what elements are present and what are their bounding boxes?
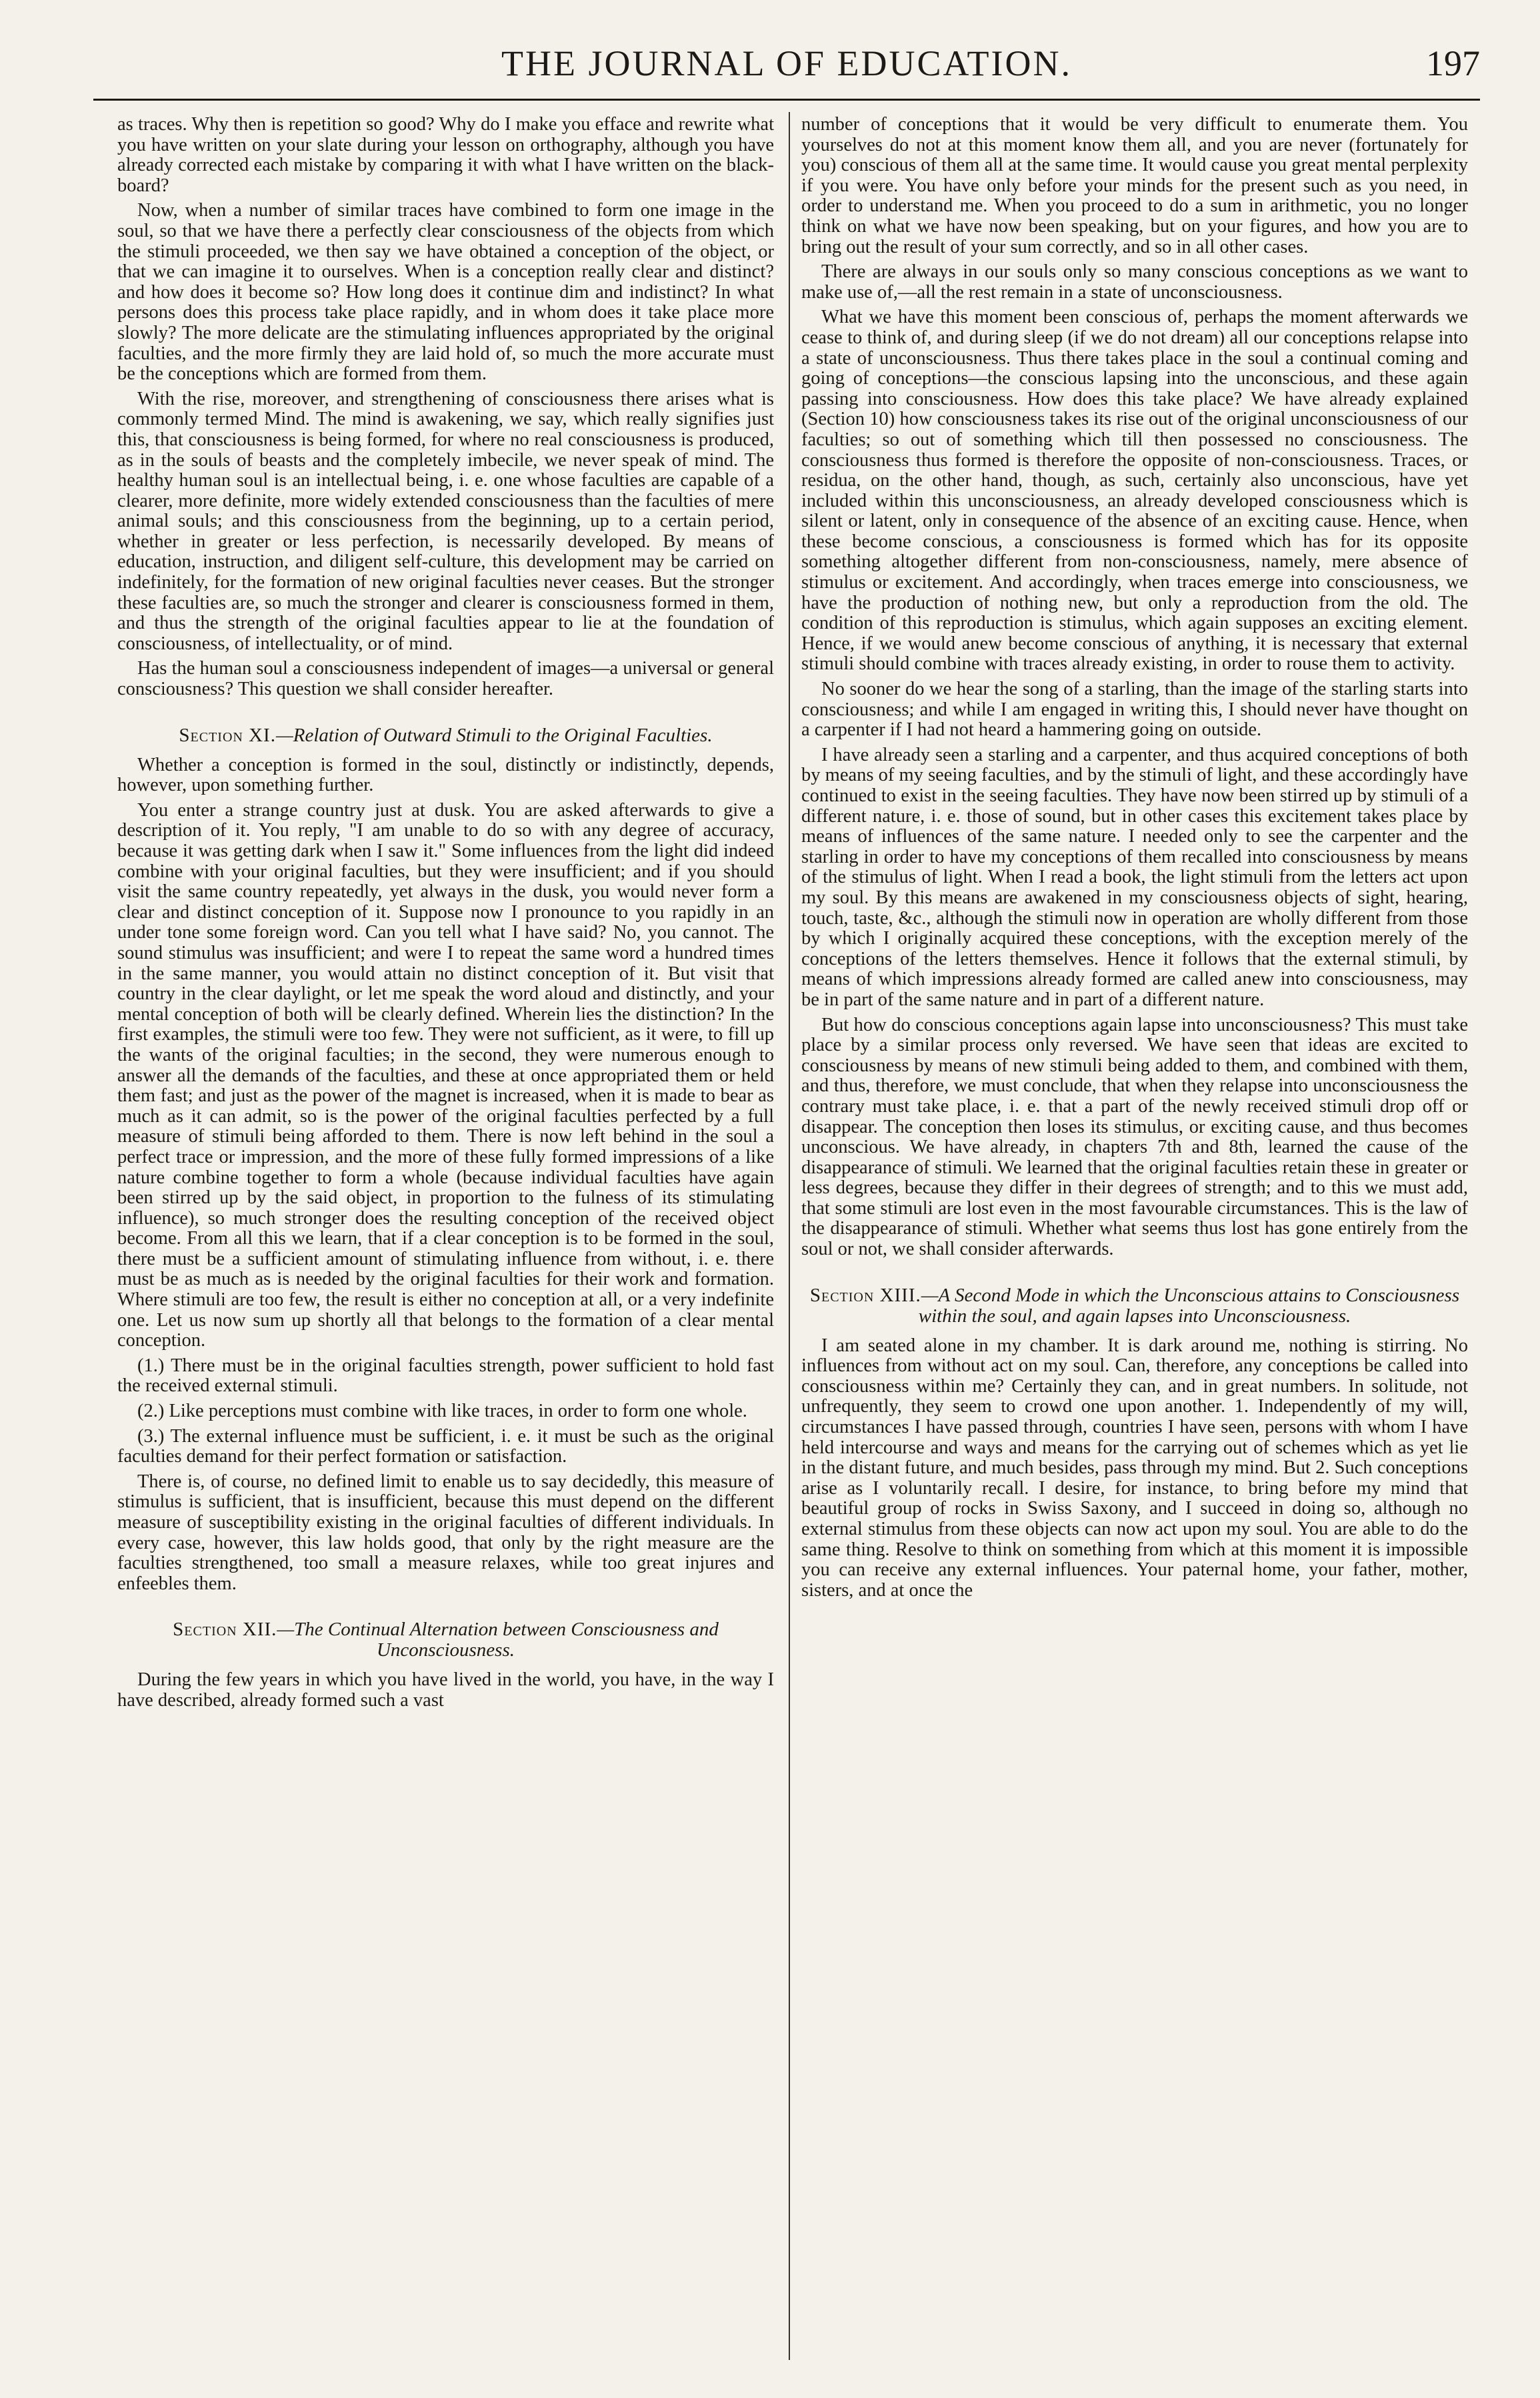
header-rule — [93, 99, 1480, 101]
paragraph: (1.) There must be in the original faculties strength, power sufficient to hold fast the received external stimuli. — [117, 1355, 774, 1397]
paragraph: I am seated alone in my chamber. It is dark around me, nothing is stirring. No influences from without act on my soul. Can, therefore, any conceptions be called into consciousness within me? Certainly they can, and in great numbers. In solitude, not unfrequently, they seem to crowd one upon another. 1. Independently of my will, circumstances I have passed through, countries I have seen, persons with whom I have held intercourse and ways and means for the carrying out of schemes which as yet lie in the distant future, and much besides, pass through my mind. But 2. Such conceptions arise as I voluntarily recall. I desire, for instance, to bring before my mind that beautiful group of rocks in Swiss Saxony, and I succeed in doing so, although no external stimulus from these objects can now act upon my soul. You are able to do the same thing. Resolve to think on something from which at this moment it is impossible you can receive any external influences. Your paternal home, your father, mother, sisters, and at once the — [801, 1335, 1468, 1601]
journal-title: THE JOURNAL OF EDUCATION. — [501, 43, 1072, 83]
section-label: Section XI. — [179, 724, 276, 746]
section-heading — [117, 1619, 774, 1661]
right-column — [801, 115, 1468, 1605]
section-heading — [117, 725, 774, 746]
paragraph: Now, when a number of similar traces have combined to form one image in the soul, so that we have there a perfectly clear consciousness of the objects from which the stimuli proceeded, we then say we have obtained a conception of the object, or that we can imagine it to ourselves. When is a conception really clear and distinct? and how does it become so? How long does it continue dim and indistinct? In what persons does this process take place rapidly, and in whom does it take place more slowly? The more delicate are the stimulating influences appropriated by the original faculties, and the more firmly they are laid hold of, so much the more accurate must be the conceptions which are formed from them. — [117, 200, 774, 385]
paragraph: No sooner do we hear the song of a starling, than the image of the starling starts into consciousness; and while I am engaged in writing this, I should never have thought on a carpenter if I had not heard a hammering going on outside. — [801, 679, 1468, 741]
paragraph: What we have this moment been conscious of, perhaps the moment afterwards we cease to think of, and during sleep (if we do not dream) all our conceptions relapse into a state of unconsciousness. Thus there takes place in the soul a continual coming and going of conceptions—the conscious lapsing into the unconscious, and these again passing into consciousness. How does this take place? We have already explained (Section 10) how consciousness takes its rise out of the original unconsciousness of our faculties; so out of something which till then possessed no consciousness. The consciousness thus formed is therefore the opposite of non-consciousness. Traces, or residua, on the other hand, though, as such, certainly also unconscious, have yet included within this unconsciousness, an already developed consciousness which is silent or latent, only in consequence of the absence of an exciting cause. Hence, when these become conscious, a consciousness is formed which has for its opposite something altogether different from non-consciousness, namely, mere absence of stimulus or excitement. And accordingly, when traces emerge into consciousness, we have the production of nothing new, but only a reproduction from the old. The condition of this reproduction is stimulus, which again supposes an exciting element. Hence, if we would anew become conscious of anything, it is necessary that external stimuli should combine with traces already existing, in order to rouse them to activity. — [801, 307, 1468, 675]
paragraph: number of conceptions that it would be very difficult to enumerate them. You yourselves do not at this moment know them all, and you are never (fortunately for you) conscious of them all at the same time. It would cause you great mental perplexity if you were. You have only before your minds for the present such as you need, in order to understand me. When you proceed to do a sum in arithmetic, you no longer think on what we have now been speaking, but on your figures, and how you are to bring out the result of your sum correctly, and so in all other cases. — [801, 114, 1468, 257]
paragraph: With the rise, moreover, and strengthening of consciousness there arises what is commonly termed Mind. The mind is awakening, we say, which really signifies just this, that consciousness is being formed, for where no real consciousness is produced, as in the souls of beasts and the completely imbecile, we never speak of mind. The healthy human soul is an intellectual being, i. e. one whose faculties are capable of a clearer, more definite, more widely extended consciousness than the faculties of mere animal souls; and this consciousness from the beginning, up to a certain period, whether in greater or less perfection, is necessarily developed. By means of education, instruction, and diligent self-culture, this development may be carried on indefinitely, for the formation of new original faculties never ceases. But the stronger these faculties are, so much the stronger and clearer is consciousness formed in them, and thus the strength of the original faculties appear to lie at the foundation of consciousness, of intellectuality, or of mind. — [117, 388, 774, 654]
paragraph: (3.) The external influence must be sufficient, i. e. it must be such as the original faculties demand for their perfect formation or satisfaction. — [117, 1425, 774, 1467]
section-title: —Relation of Outward Stimuli to the Original Faculties. — [275, 724, 713, 746]
paragraph: Has the human soul a consciousness independent of images—a universal or general consciousness? This question we shall consider hereafter. — [117, 658, 774, 700]
paragraph: (2.) Like perceptions must combine with like traces, in order to form one whole. — [137, 1401, 747, 1422]
paragraph: as traces. Why then is repetition so good? Why do I make you efface and rewrite what you have written on your slate during your lesson on orthography, although you have already corrected each mistake by comparing it with what I have written on the black-board? — [117, 114, 774, 196]
paragraph: But how do conscious conceptions again lapse into unconsciousness? This must take place by a similar process only reversed. We have seen that ideas are excited to consciousness by means of new stimuli being added to them, and combined with them, and thus, therefore, we must conclude, that when they relapse into unconsciousness the contrary must take place, i. e. that a part of the newly received stimuli drop off or disappear. The conception then loses its stimulus, or exciting cause, and thus becomes unconscious. We have already, in chapters 7th and 8th, learned the cause of the disappearance of stimuli. We learned that the original faculties retain these in greater or less degrees, because they differ in their degrees of strength; and to this we must add, that some stimuli are lost even in the most favourable circumstances. This is the law of the disappearance of stimuli. Whether what seems thus lost has gone entirely from the soul or not, we shall consider afterwards. — [801, 1014, 1468, 1260]
paragraph: There are always in our souls only so many conscious conceptions as we want to make use of,—all the rest remain in a state of unconsciousness. — [801, 261, 1468, 303]
section-title: —A Second Mode in which the Unconscious attains to Consciousness within the soul, and again lapses into Unconsciousness. — [918, 1284, 1460, 1327]
section-title: —The Continual Alternation between Consciousness and Unconsciousness. — [277, 1619, 719, 1661]
column-divider — [789, 112, 790, 2360]
section-label: Section XII. — [173, 1619, 277, 1641]
page-number: 197 — [1426, 43, 1480, 83]
paragraph: I have already seen a starling and a carpenter, and thus acquired conceptions of both by means of my seeing faculties, and by the stimuli of light, and these accordingly have continued to exist in the seeing faculties. They have now been stirred up by stimuli of a different nature, i. e. those of sound, but in other cases this excitement takes place by means of influences of the same nature. I needed only to see the carpenter and the starling in order to have my conceptions of them recalled into consciousness by means of the stimulus of light. When I read a book, the light stimuli from the letters act upon my soul. By this means are awakened in my consciousness objects of sight, hearing, touch, taste, &c., although the stimuli now in operation are wholly different from those by which I originally acquired these conceptions, with the exception merely of the conceptions of the letters themselves. Hence it follows that the external stimuli, by means of which impressions already formed are called anew into consciousness, may be in part of the same nature and in part of a different nature. — [801, 744, 1468, 1010]
paragraph: During the few years in which you have lived in the world, you have, in the way I have described, already formed such a vast — [117, 1669, 774, 1711]
section-heading — [801, 1285, 1468, 1327]
paragraph: Whether a conception is formed in the soul, distinctly or indistinctly, depends, however, upon something further. — [117, 754, 774, 796]
page-header — [93, 39, 1480, 105]
paragraph: There is, of course, no defined limit to enable us to say decidedly, this measure of stimulus is sufficient, that is insufficient, because this must depend on the different measure of susceptibility existing in the original faculties of different individuals. In every case, however, this law holds good, that only by the right measure are the faculties strengthened, too small a measure relaxes, while too great injures and enfeebles them. — [117, 1471, 774, 1594]
left-column — [117, 115, 774, 1716]
section-label: Section XIII. — [809, 1284, 921, 1306]
paragraph: You enter a strange country just at dusk. You are asked afterwards to give a description of it. You reply, "I am unable to do so with any degree of accuracy, because it was getting dark when I saw it." Some influences from the light did indeed combine with your original faculties, but they were insufficient; and if you should visit the same country repeatedly, yet always in the dusk, you would never form a clear and distinct conception of it. Suppose now I pronounce to you rapidly in an under tone some foreign word. Can you tell what I have said? No, you cannot. The sound stimulus was insufficient; and were I to repeat the same word a hundred times in the same manner, you would attain no distinct conception of it. But visit that country in the clear daylight, or let me speak the word aloud and distinctly, and your mental conception of both will be clearly defined. Wherein lies the distinction? In the first examples, the stimuli were too few. They were not sufficient, as it were, to fill up the wants of the original faculties; in the second, they were numerous enough to answer all the demands of the faculties, and these at once appropriated them or held them fast; and just as the power of the magnet is increased, when it is made to bear as much as it can admit, so is the power of the original faculties perfected by a full measure of stimuli being afforded to them. There is now left behind in the soul a perfect trace or impression, and the more of these fully formed impressions of a like nature combine together to form a whole (because individual faculties have again been stirred up by the said object, in proportion to the fulness of its stimulating influence), so much stronger does the resulting conception of the received object become. From all this we learn, that if a clear conception is to be formed in the soul, there must be a sufficient amount of stimulating influence from without, i. e. there must be as much as is needed by the original faculties for their work and formation. Where stimuli are too few, the result is either no conception at all, or a very indefinite one. Let us now sum up shortly all that belongs to the formation of a clear mental conception. — [117, 799, 774, 1351]
